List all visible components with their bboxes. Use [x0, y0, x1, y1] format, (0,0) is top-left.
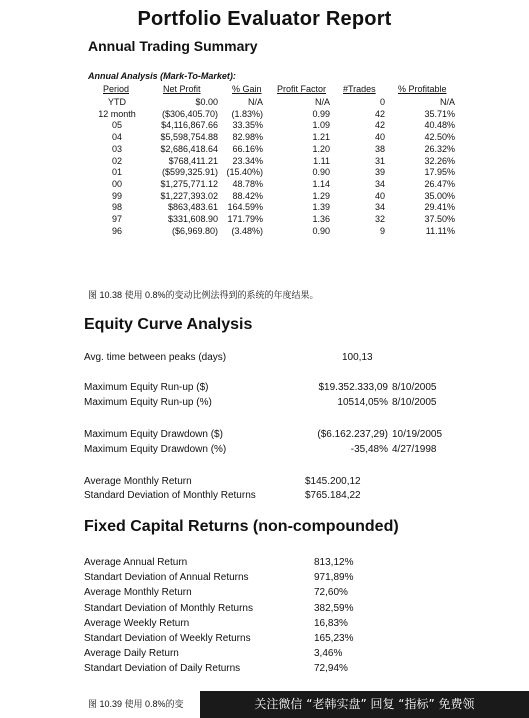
cell-period: YTD	[108, 97, 126, 107]
cell-gain: (15.40%)	[226, 167, 263, 178]
fixed-stat-value: 165,23%	[314, 633, 354, 644]
cell-profitable: 42.50%	[424, 132, 455, 143]
cell-period: 99	[111, 190, 122, 201]
equity-curve-heading: Equity Curve Analysis	[84, 316, 253, 333]
report-title: Portfolio Evaluator Report	[137, 8, 392, 30]
cell-gain: (3.48%)	[231, 225, 263, 236]
cell-profitable: 17.95%	[424, 167, 455, 178]
equity-stat-date: 8/10/2005	[392, 382, 437, 393]
cell-period: 96	[111, 225, 122, 236]
cell-net-profit: $863,483.61	[167, 202, 218, 213]
cell-profit-factor: 1.14	[312, 178, 330, 189]
cell-profitable: 37.50%	[424, 214, 455, 224]
cell-profit-factor: 1.39	[312, 202, 330, 213]
cell-gain: (1.83%)	[231, 108, 263, 119]
fixed-stat-value: 813,12%	[314, 557, 354, 568]
equity-stat-label: Standard Deviation of Monthly Returns	[84, 490, 256, 501]
fixed-stat-value: 72,60%	[314, 587, 348, 599]
fixed-stat-label: Standart Deviation of Daily Returns	[84, 663, 241, 675]
equity-stat-label: Average Monthly Return	[84, 476, 192, 487]
figure-caption-10-39: 图 10.39 使用 0.8%的变	[88, 699, 184, 709]
fixed-stat-value: 72,94%	[314, 663, 348, 675]
cell-profit-factor: 0.90	[312, 225, 330, 236]
equity-stat-date: 8/10/2005	[392, 397, 437, 408]
col-header-profit-factor: Profit Factor	[277, 84, 327, 94]
fixed-stat-value: 971,89%	[314, 572, 354, 584]
fixed-stat-label: Average Annual Return	[84, 557, 188, 568]
equity-stat-value: $765.184,22	[305, 490, 361, 501]
equity-stat-label: Maximum Equity Drawdown (%)	[84, 444, 227, 455]
equity-stat-date: 10/19/2005	[392, 429, 443, 440]
cell-trades: 9	[379, 225, 385, 236]
col-header-net-profit: Net Profit	[163, 84, 201, 94]
cell-trades: 42	[374, 120, 385, 131]
cell-net-profit: $768,411.21	[168, 155, 218, 166]
cell-net-profit: ($6,969.80)	[171, 225, 218, 236]
cell-net-profit: $331,608.90	[167, 214, 218, 224]
col-header-period: Period	[103, 84, 130, 94]
cell-period: 02	[111, 155, 122, 166]
col-header-profitable: % Profitable	[398, 84, 447, 94]
cell-net-profit: $5,598,754.88	[160, 132, 218, 143]
cell-trades: 34	[374, 202, 385, 213]
cell-period: 03	[111, 143, 122, 154]
cell-profitable: 26.47%	[424, 178, 455, 189]
cell-net-profit: $4,116,867.66	[161, 120, 218, 131]
equity-stat-label: Avg. time between peaks (days)	[84, 352, 227, 363]
cell-profitable: 29.41%	[424, 202, 455, 213]
cell-period: 04	[111, 132, 122, 143]
cell-gain: 33.35%	[232, 120, 263, 131]
cell-profit-factor: 1.09	[312, 120, 330, 131]
cell-gain: 23.34%	[232, 155, 263, 166]
cell-trades: 40	[374, 132, 385, 143]
cell-gain: 82.98%	[232, 132, 263, 143]
cell-trades: 42	[374, 108, 385, 119]
cell-net-profit: $1,275,771.12	[160, 178, 218, 189]
equity-stat-value: $19.352.333,09	[318, 382, 388, 393]
report-subtitle: Annual Trading Summary	[88, 38, 258, 54]
cell-trades: 38	[374, 143, 385, 154]
cell-trades: 34	[374, 178, 385, 189]
cell-profitable: N/A	[439, 97, 455, 107]
equity-stat-value: ($6.162.237,29)	[317, 429, 388, 440]
cell-profit-factor: N/A	[314, 97, 330, 107]
cell-profit-factor: 0.99	[312, 108, 330, 119]
cell-net-profit: $2,686,418.64	[160, 143, 218, 154]
cell-net-profit: ($599,325.91)	[161, 167, 218, 178]
equity-stat-value: $145.200,12	[305, 476, 361, 487]
equity-stat-value: 100,13	[342, 352, 373, 363]
fixed-stat-label: Standart Deviation of Annual Returns	[84, 572, 249, 584]
cell-profitable: 11.11%	[425, 225, 455, 236]
cell-profit-factor: 1.36	[312, 214, 330, 224]
fixed-stat-label: Average Monthly Return	[84, 587, 192, 599]
cell-gain: 48.78%	[232, 178, 263, 189]
cell-trades: 31	[374, 155, 385, 166]
cell-net-profit: $1,227,393.02	[160, 190, 218, 201]
cell-period: 12 month	[98, 108, 136, 119]
cell-profitable: 40.48%	[424, 120, 455, 131]
equity-stat-value: -35,48%	[350, 444, 388, 455]
cell-period: 00	[111, 178, 122, 189]
cell-net-profit: $0.00	[195, 97, 218, 107]
cell-profit-factor: 1.11	[313, 155, 330, 166]
equity-stat-label: Maximum Equity Run-up (%)	[84, 397, 212, 408]
cell-profit-factor: 1.20	[312, 143, 330, 154]
cell-trades: 0	[379, 97, 385, 107]
cell-profitable: 35.71%	[424, 108, 455, 119]
cell-period: 05	[111, 120, 122, 131]
equity-stat-value: 10514,05%	[337, 397, 388, 408]
cell-period: 97	[111, 214, 122, 224]
cell-profitable: 32.26%	[424, 155, 455, 166]
fixed-stat-value: 382,59%	[314, 602, 354, 614]
fixed-stat-value: 3,46%	[314, 648, 343, 660]
cell-trades: 32	[374, 214, 385, 224]
col-header-trades: #Trades	[343, 84, 376, 94]
cell-profit-factor: 1.29	[312, 190, 330, 201]
fixed-stat-label: Standart Deviation of Monthly Returns	[84, 602, 253, 614]
col-header-gain: % Gain	[232, 84, 262, 94]
cell-profitable: 35.00%	[424, 190, 455, 201]
cell-profit-factor: 0.90	[312, 167, 330, 178]
fixed-stat-label: Average Daily Return	[84, 648, 179, 660]
cell-gain: 171.79%	[227, 214, 263, 224]
cell-gain: 66.16%	[232, 143, 263, 154]
cell-gain: N/A	[247, 97, 263, 107]
cell-gain: 88.42%	[232, 190, 263, 201]
cell-trades: 39	[374, 167, 385, 178]
figure-caption-10-38: 图 10.38 使用 0.8%的变动比例法得到的系统的年度结果。	[88, 290, 319, 300]
cell-period: 98	[111, 202, 122, 213]
cell-net-profit: ($306,405.70)	[161, 108, 218, 119]
cell-trades: 40	[374, 190, 385, 201]
equity-stat-label: Maximum Equity Drawdown ($)	[84, 429, 223, 440]
cell-gain: 164.59%	[227, 202, 263, 213]
fixed-capital-heading: Fixed Capital Returns (non-compounded)	[84, 518, 399, 535]
annual-analysis-label: Annual Analysis (Mark-To-Market):	[88, 71, 236, 81]
equity-stat-label: Maximum Equity Run-up ($)	[84, 382, 209, 393]
fixed-stat-label: Average Weekly Return	[84, 617, 190, 629]
fixed-stat-label: Standart Deviation of Weekly Returns	[84, 633, 251, 644]
fixed-stat-value: 16,83%	[314, 617, 348, 629]
cell-profit-factor: 1.21	[312, 132, 330, 143]
equity-stat-date: 4/27/1998	[392, 444, 437, 455]
cell-profitable: 26.32%	[424, 143, 455, 154]
watermark-banner: 关注微信 “老韩实盘” 回复 “指标” 免费领	[200, 691, 529, 718]
cell-period: 01	[111, 167, 122, 178]
